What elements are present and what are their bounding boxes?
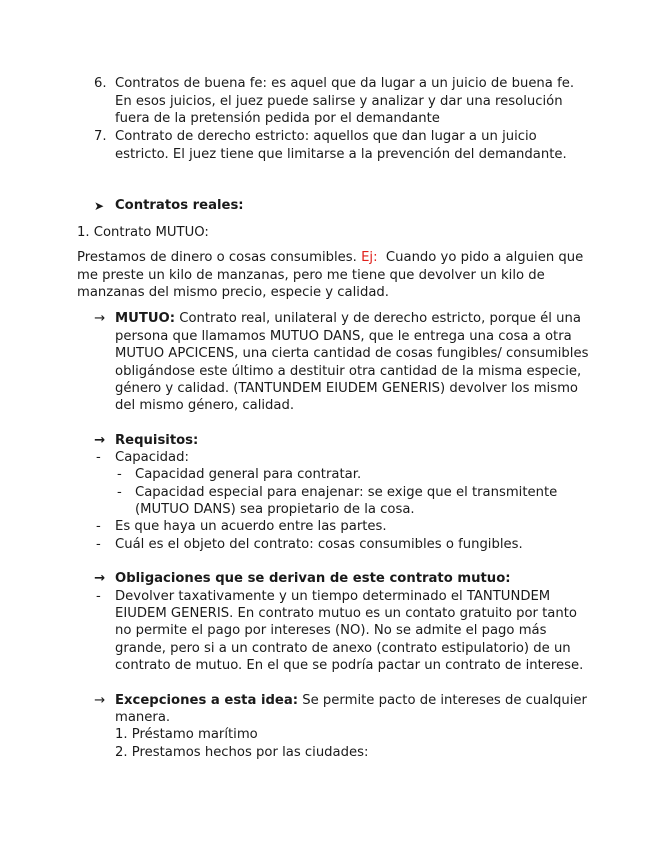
arrow-icon: → (94, 571, 106, 586)
dash-bullet: - (96, 519, 101, 534)
list-item-text: Contratos de buena fe: es aquel que da lugar a un juicio de buena fe. (115, 76, 575, 91)
obligaciones-line: no permite el pago por intereses (NO). No se admite el pago más (115, 623, 547, 638)
arrow-bullet-icon: ➤ (94, 199, 105, 213)
list-number: 7. (94, 129, 107, 144)
list-item-text: fuera de la pretensión pedida por el demandante (115, 111, 440, 126)
excepciones-title: Excepciones a esta idea: (115, 693, 299, 708)
list-item-text: Contrato de derecho estricto: aquellos que dan lugar a un juicio (115, 129, 537, 144)
list-item: Cuál es el objeto del contrato: cosas consumibles o fungibles. (115, 537, 523, 552)
requisitos-title: Requisitos: (115, 433, 199, 448)
arrow-icon: → (94, 311, 106, 326)
mutuo-label: MUTUO: (115, 311, 176, 326)
mutuo-line: persona que llamamos MUTUO DANS, que le entrega una cosa a otra (115, 329, 572, 344)
section-heading: Contratos reales: (115, 198, 244, 213)
list-item: Es que haya un acuerdo entre las partes. (115, 519, 387, 534)
mutuo-line (115, 310, 581, 328)
obligaciones-title: Obligaciones que se derivan de este contrato mutuo: (115, 571, 511, 586)
dash-bullet: - (96, 450, 101, 465)
obligaciones-line: EIUDEM GENERIS. En contrato mutuo es un contato gratuito por tanto (115, 606, 577, 621)
example-label: Ej: (361, 250, 378, 265)
list-item: 2. Prestamos hechos por las ciudades: (115, 745, 369, 760)
obligaciones-line: contrato de mutuo. En el que se podría pactar un contrato de interese. (115, 658, 584, 673)
intro-line: me preste un kilo de manzanas, pero me tiene que devolver un kilo de (77, 268, 545, 283)
excepciones-line: manera. (115, 710, 171, 725)
obligaciones-line: grande, pero si a un contrato de anexo (contrato estipulatorio) de un (115, 641, 571, 656)
list-item: 1. Préstamo marítimo (115, 727, 258, 742)
intro-line: manzanas del mismo precio, especie y calidad. (77, 285, 389, 300)
mutuo-line: género y calidad. (TANTUNDEM EIUDEM GENERIS) devolver los mismo (115, 381, 578, 396)
subsection-title: 1. Contrato MUTUO: (77, 225, 209, 240)
arrow-icon: → (94, 433, 106, 448)
excepciones-line (115, 692, 587, 710)
dash-bullet: - (96, 589, 101, 604)
intro-text: Prestamos de dinero o cosas consumibles. (77, 250, 357, 265)
dash-bullet: - (117, 485, 122, 500)
list-item: (MUTUO DANS) sea propietario de la cosa. (135, 502, 415, 517)
dash-bullet: - (96, 537, 101, 552)
arrow-icon: → (94, 693, 106, 708)
list-item: Capacidad especial para enajenar: se exige que el transmitente (135, 485, 558, 500)
mutuo-line: MUTUO APCICENS, una cierta cantidad de cosas fungibles/ consumibles (115, 346, 589, 361)
mutuo-line: obligándose este último a destituir otra cantidad de la misma especie, (115, 364, 582, 379)
intro-text: Cuando yo pido a alguien que (385, 250, 584, 265)
mutuo-line: del mismo género, calidad. (115, 398, 295, 413)
list-item-text: En esos juicios, el juez puede salirse y analizar y dar una resolución (115, 94, 563, 109)
obligaciones-line: Devolver taxativamente y un tiempo determinado el TANTUNDEM (115, 589, 551, 604)
list-item: Capacidad: (115, 450, 189, 465)
intro-line (77, 249, 583, 267)
list-item: Capacidad general para contratar. (135, 467, 362, 482)
excepciones-text: Se permite pacto de intereses de cualquier (302, 693, 587, 708)
list-item-text: estricto. El juez tiene que limitarse a la prevención del demandante. (115, 147, 567, 162)
dash-bullet: - (117, 467, 122, 482)
mutuo-text: Contrato real, unilateral y de derecho estricto, porque él una (179, 311, 581, 326)
list-number: 6. (94, 76, 107, 91)
